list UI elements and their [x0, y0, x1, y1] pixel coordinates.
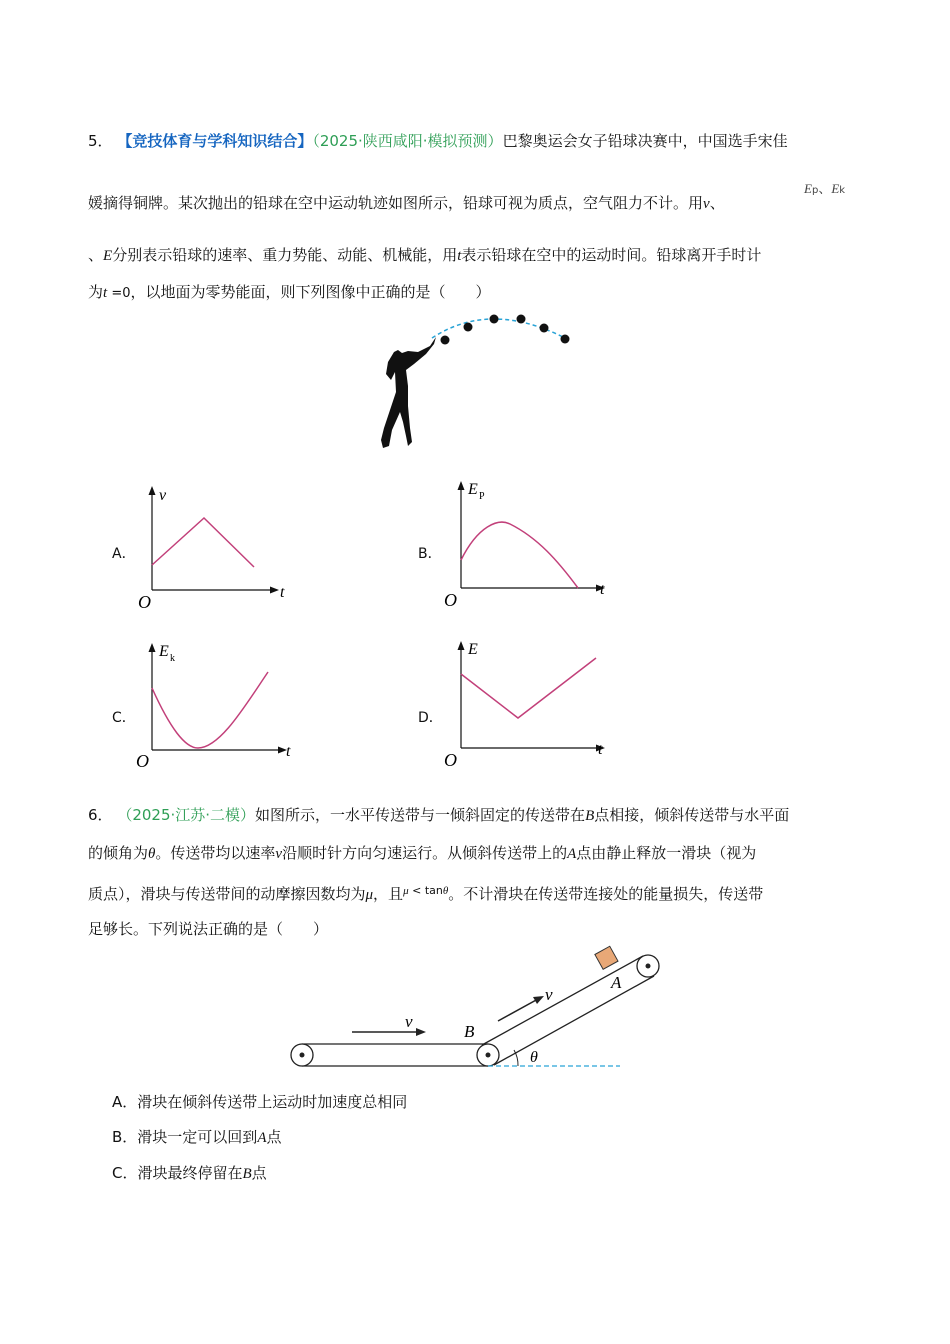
q6-ineq-lt: < — [408, 884, 425, 897]
q6-l2-post: 点由静止释放一滑块（视为 — [576, 844, 757, 862]
q6-option-b-var: A — [257, 1130, 267, 1146]
q6-line-4 — [88, 918, 328, 940]
graph-a-origin: O — [138, 592, 151, 610]
q6-l2-mid: 。传送带均以速率 — [155, 844, 276, 862]
q6-l2-mid2: 沿顺时针方向匀速运行。从倾斜传送带上的 — [282, 844, 568, 862]
q5-l3-pre: 、 — [88, 246, 104, 264]
q6-option-a-text: 滑块在倾斜传送带上运动时加速度总相同 — [137, 1093, 408, 1111]
q6-ineq-theta: θ — [442, 885, 449, 897]
q6-option-a — [112, 1091, 407, 1113]
q6-line-1 — [88, 804, 789, 827]
fig-v-horizontal: v — [405, 1012, 413, 1031]
q6-var-A: A — [567, 846, 577, 862]
fig-B-label: B — [464, 1022, 475, 1041]
option-d-label: D． — [418, 710, 443, 726]
graph-d-curve — [461, 658, 596, 718]
q5-ek-sub: k — [839, 185, 846, 196]
q6-option-c-post: 点 — [251, 1164, 267, 1182]
q5-eq0: =0 — [107, 286, 131, 301]
option-a-label: A． — [112, 546, 136, 562]
graph-b-origin: O — [444, 590, 457, 610]
graph-b-t-label: t — [600, 581, 605, 598]
q5-l3-mid: 分别表示铅球的速率、重力势能、动能、机械能，用 — [112, 246, 458, 264]
q6-number: 6． — [88, 806, 113, 824]
q6-text-1-post: 点相接，倾斜传送带与水平面 — [594, 806, 790, 824]
q6-text-4: 足够长。下列说法正确的是（ ） — [88, 920, 329, 938]
graph-b — [438, 476, 618, 611]
athlete-silhouette — [381, 337, 436, 448]
graph-c-ylabel: E — [159, 643, 169, 660]
option-c-label: C． — [112, 710, 136, 726]
q6-option-c-text: 滑块最终停留在 — [137, 1164, 243, 1182]
graph-c-t-label: t — [286, 743, 291, 760]
q6-option-c — [112, 1162, 267, 1185]
fig-A-label: A — [611, 973, 622, 992]
q6-var-v: v — [275, 846, 283, 862]
q5-l3-post: 表示铅球在空中的运动时间。铅球离开手时计 — [461, 246, 762, 264]
q6-var-mu: μ — [365, 887, 374, 903]
q5-ek-main: E — [831, 181, 840, 196]
graph-a-curve — [152, 518, 254, 567]
slider-block — [595, 946, 618, 969]
graph-b-ylabel: E — [468, 481, 478, 498]
q6-option-b-text: 滑块一定可以回到 — [137, 1128, 258, 1146]
q6-ineq-mu: μ — [403, 885, 409, 897]
q5-ep-main: E — [804, 181, 812, 196]
q6-var-theta: θ — [148, 846, 156, 862]
graph-c — [130, 636, 300, 771]
fig-theta-label: θ — [530, 1049, 538, 1066]
q6-line-3 — [88, 880, 763, 906]
conveyor-figure — [280, 945, 670, 1075]
q6-option-b — [112, 1126, 282, 1149]
fig-v-incline: v — [545, 985, 553, 1004]
graph-a-t-label: t — [280, 584, 285, 601]
graph-a-ylabel: v — [159, 487, 167, 504]
q5-number: 5． — [88, 132, 113, 150]
q5-text-2: 媛摘得铜牌。某次抛出的铅球在空中运动轨迹如图所示，铅球可视为质点，空气阻力不计。用 — [88, 194, 704, 212]
q5-tag: 【竞技体育与学科知识结合】 — [117, 132, 313, 150]
graph-b-curve — [461, 522, 578, 588]
q5-line-3 — [88, 244, 761, 267]
q5-ep-sub: p — [811, 185, 819, 196]
option-b-label: B． — [418, 546, 442, 562]
q5-source: （2025·陕西咸阳·模拟预测） — [312, 132, 503, 150]
q5-text-1: 巴黎奥运会女子铅球决赛中，中国选手宋佳 — [502, 132, 788, 150]
q6-l3-post: 。不计滑块在传送带连接处的能量损失，传送带 — [448, 885, 764, 903]
q5-l4-post: ，以地面为零势能面，则下列图像中正确的是（ ） — [130, 283, 491, 301]
q5-line-1 — [88, 130, 788, 152]
q5-ep-ek — [804, 178, 845, 197]
q5-l4-pre: 为 — [88, 283, 104, 301]
q5-var-t0: t — [103, 285, 108, 301]
graph-c-ysub: k — [170, 653, 175, 664]
q6-option-b-label: B． — [112, 1128, 138, 1146]
q5-line-2 — [88, 192, 725, 215]
q5-var-t: t — [457, 248, 462, 264]
q5-var-E: E — [103, 248, 113, 264]
q5-var-v: v — [703, 196, 710, 212]
q6-ineq-tan: tan — [424, 884, 443, 897]
graph-a — [130, 480, 300, 610]
q6-l2-pre: 的倾角为 — [88, 844, 149, 862]
graph-c-origin: O — [136, 751, 149, 771]
graph-d-t-label: t — [598, 741, 603, 758]
graph-d-ylabel: E — [468, 641, 478, 658]
graph-d-origin: O — [444, 750, 457, 770]
q6-source: （2025·江苏·二模） — [117, 806, 256, 824]
q6-option-c-var: B — [242, 1166, 252, 1182]
graph-c-curve — [152, 672, 268, 748]
q6-l3-mid: ，且 — [373, 885, 404, 903]
q5-line-4 — [88, 281, 491, 305]
ball-positions — [441, 315, 570, 345]
q6-var-B: B — [585, 808, 595, 824]
q6-option-b-post: 点 — [266, 1128, 282, 1146]
q6-inequality — [403, 884, 448, 897]
q6-line-2 — [88, 842, 756, 865]
graph-d — [438, 636, 618, 771]
q6-l3-pre: 质点），滑块与传送带间的动摩擦因数均为 — [88, 885, 366, 903]
q6-option-a-label: A． — [112, 1093, 138, 1111]
q5-sep: 、 — [709, 194, 725, 212]
q5-sep-2: 、 — [818, 182, 832, 197]
q6-text-1: 如图所示，一水平传送带与一倾斜固定的传送带在 — [255, 806, 586, 824]
q6-option-c-label: C． — [112, 1164, 138, 1182]
shot-put-figure — [370, 310, 590, 455]
graph-b-ysub: P — [479, 491, 485, 502]
